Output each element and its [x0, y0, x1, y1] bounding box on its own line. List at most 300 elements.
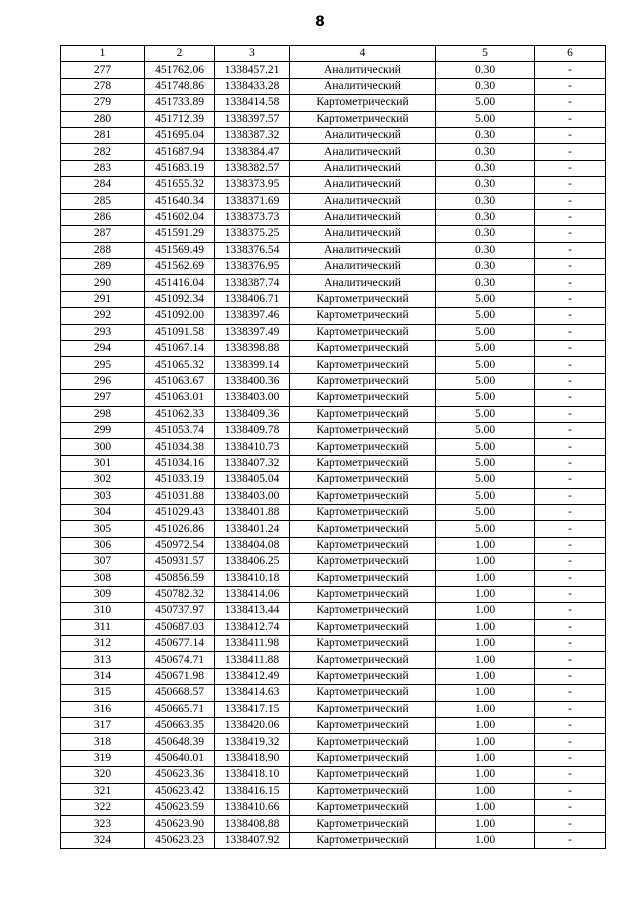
y-coordinate-cell: 1338401.24	[215, 521, 290, 537]
method-cell: Аналитический	[290, 160, 436, 176]
accuracy-cell: 1.00	[436, 767, 535, 783]
note-cell: -	[535, 767, 606, 783]
point-number-cell: 280	[61, 111, 145, 127]
table-row	[61, 718, 606, 734]
point-number-cell: 314	[61, 668, 145, 684]
x-coordinate-cell: 451640.34	[145, 193, 215, 209]
y-coordinate-cell: 1338418.90	[215, 750, 290, 766]
note-cell: -	[535, 308, 606, 324]
y-coordinate-cell: 1338410.18	[215, 570, 290, 586]
accuracy-cell: 1.00	[436, 783, 535, 799]
x-coordinate-cell: 450640.01	[145, 750, 215, 766]
y-coordinate-cell: 1338414.06	[215, 586, 290, 602]
x-coordinate-cell: 450623.59	[145, 799, 215, 815]
y-coordinate-cell: 1338405.04	[215, 472, 290, 488]
note-cell: -	[535, 111, 606, 127]
y-coordinate-cell: 1338417.15	[215, 701, 290, 717]
accuracy-cell: 5.00	[436, 406, 535, 422]
note-cell: -	[535, 406, 606, 422]
table-row	[61, 734, 606, 750]
method-cell: Аналитический	[290, 275, 436, 291]
point-number-cell: 318	[61, 734, 145, 750]
y-coordinate-cell: 1338373.95	[215, 177, 290, 193]
method-cell: Картометрический	[290, 619, 436, 635]
table-row	[61, 111, 606, 127]
table-row	[61, 488, 606, 504]
accuracy-cell: 1.00	[436, 685, 535, 701]
x-coordinate-cell: 451034.38	[145, 439, 215, 455]
point-number-cell: 305	[61, 521, 145, 537]
y-coordinate-cell: 1338412.49	[215, 668, 290, 684]
y-coordinate-cell: 1338420.06	[215, 718, 290, 734]
note-cell: -	[535, 685, 606, 701]
method-cell: Аналитический	[290, 62, 436, 78]
point-number-cell: 312	[61, 636, 145, 652]
x-coordinate-cell: 451591.29	[145, 226, 215, 242]
x-coordinate-cell: 451063.67	[145, 373, 215, 389]
note-cell: -	[535, 750, 606, 766]
y-coordinate-cell: 1338401.88	[215, 504, 290, 520]
accuracy-cell: 5.00	[436, 455, 535, 471]
point-number-cell: 311	[61, 619, 145, 635]
method-cell: Аналитический	[290, 193, 436, 209]
accuracy-cell: 1.00	[436, 586, 535, 602]
x-coordinate-cell: 450931.57	[145, 554, 215, 570]
y-coordinate-cell: 1338433.28	[215, 78, 290, 94]
table-row	[61, 226, 606, 242]
x-coordinate-cell: 451092.34	[145, 291, 215, 307]
method-cell: Картометрический	[290, 472, 436, 488]
point-number-cell: 320	[61, 767, 145, 783]
x-coordinate-cell: 451562.69	[145, 259, 215, 275]
accuracy-cell: 0.30	[436, 193, 535, 209]
x-coordinate-cell: 451067.14	[145, 341, 215, 357]
column-header: 1	[61, 46, 145, 62]
table-row	[61, 455, 606, 471]
y-coordinate-cell: 1338408.88	[215, 816, 290, 832]
table-row	[61, 390, 606, 406]
method-cell: Картометрический	[290, 439, 436, 455]
x-coordinate-cell: 451026.86	[145, 521, 215, 537]
accuracy-cell: 1.00	[436, 570, 535, 586]
method-cell: Картометрический	[290, 832, 436, 848]
x-coordinate-cell: 451762.06	[145, 62, 215, 78]
x-coordinate-cell: 451687.94	[145, 144, 215, 160]
y-coordinate-cell: 1338382.57	[215, 160, 290, 176]
method-cell: Картометрический	[290, 504, 436, 520]
x-coordinate-cell: 450623.42	[145, 783, 215, 799]
table-header-row	[61, 46, 606, 62]
method-cell: Картометрический	[290, 750, 436, 766]
x-coordinate-cell: 451091.58	[145, 324, 215, 340]
point-number-cell: 288	[61, 242, 145, 258]
x-coordinate-cell: 450648.39	[145, 734, 215, 750]
method-cell: Картометрический	[290, 390, 436, 406]
accuracy-cell: 5.00	[436, 488, 535, 504]
table-row	[61, 816, 606, 832]
y-coordinate-cell: 1338400.36	[215, 373, 290, 389]
method-cell: Аналитический	[290, 127, 436, 143]
table-row	[61, 177, 606, 193]
table-row	[61, 472, 606, 488]
note-cell: -	[535, 619, 606, 635]
note-cell: -	[535, 734, 606, 750]
table-row	[61, 554, 606, 570]
accuracy-cell: 5.00	[436, 308, 535, 324]
point-number-cell: 304	[61, 504, 145, 520]
accuracy-cell: 1.00	[436, 734, 535, 750]
y-coordinate-cell: 1338397.49	[215, 324, 290, 340]
table-row	[61, 209, 606, 225]
accuracy-cell: 5.00	[436, 341, 535, 357]
accuracy-cell: 1.00	[436, 816, 535, 832]
table-row	[61, 160, 606, 176]
method-cell: Картометрический	[290, 308, 436, 324]
accuracy-cell: 0.30	[436, 160, 535, 176]
point-number-cell: 316	[61, 701, 145, 717]
note-cell: -	[535, 242, 606, 258]
method-cell: Картометрический	[290, 636, 436, 652]
x-coordinate-cell: 450623.23	[145, 832, 215, 848]
x-coordinate-cell: 451683.19	[145, 160, 215, 176]
table-row	[61, 341, 606, 357]
accuracy-cell: 5.00	[436, 504, 535, 520]
note-cell: -	[535, 799, 606, 815]
y-coordinate-cell: 1338418.10	[215, 767, 290, 783]
x-coordinate-cell: 450674.71	[145, 652, 215, 668]
method-cell: Аналитический	[290, 209, 436, 225]
method-cell: Картометрический	[290, 324, 436, 340]
point-number-cell: 296	[61, 373, 145, 389]
x-coordinate-cell: 451065.32	[145, 357, 215, 373]
note-cell: -	[535, 504, 606, 520]
table-row	[61, 291, 606, 307]
method-cell: Картометрический	[290, 521, 436, 537]
point-number-cell: 289	[61, 259, 145, 275]
point-number-cell: 292	[61, 308, 145, 324]
y-coordinate-cell: 1338413.44	[215, 603, 290, 619]
accuracy-cell: 1.00	[436, 701, 535, 717]
x-coordinate-cell: 451416.04	[145, 275, 215, 291]
method-cell: Картометрический	[290, 799, 436, 815]
table-row	[61, 750, 606, 766]
method-cell: Картометрический	[290, 455, 436, 471]
point-number-cell: 298	[61, 406, 145, 422]
note-cell: -	[535, 636, 606, 652]
method-cell: Картометрический	[290, 701, 436, 717]
x-coordinate-cell: 450737.97	[145, 603, 215, 619]
method-cell: Картометрический	[290, 816, 436, 832]
accuracy-cell: 5.00	[436, 291, 535, 307]
accuracy-cell: 0.30	[436, 127, 535, 143]
x-coordinate-cell: 451063.01	[145, 390, 215, 406]
table-row	[61, 504, 606, 520]
point-number-cell: 286	[61, 209, 145, 225]
y-coordinate-cell: 1338404.08	[215, 537, 290, 553]
y-coordinate-cell: 1338414.58	[215, 95, 290, 111]
table-row	[61, 636, 606, 652]
table-row	[61, 95, 606, 111]
method-cell: Картометрический	[290, 488, 436, 504]
x-coordinate-cell: 451655.32	[145, 177, 215, 193]
x-coordinate-cell: 451695.04	[145, 127, 215, 143]
method-cell: Картометрический	[290, 734, 436, 750]
accuracy-cell: 1.00	[436, 750, 535, 766]
method-cell: Картометрический	[290, 652, 436, 668]
note-cell: -	[535, 701, 606, 717]
table-row	[61, 324, 606, 340]
table-row	[61, 652, 606, 668]
table-row	[61, 357, 606, 373]
table-row	[61, 308, 606, 324]
point-number-cell: 291	[61, 291, 145, 307]
y-coordinate-cell: 1338403.00	[215, 390, 290, 406]
point-number-cell: 302	[61, 472, 145, 488]
table-row	[61, 275, 606, 291]
accuracy-cell: 1.00	[436, 718, 535, 734]
point-number-cell: 308	[61, 570, 145, 586]
table-row	[61, 193, 606, 209]
table-row	[61, 406, 606, 422]
method-cell: Аналитический	[290, 259, 436, 275]
x-coordinate-cell: 450856.59	[145, 570, 215, 586]
accuracy-cell: 0.30	[436, 259, 535, 275]
point-number-cell: 294	[61, 341, 145, 357]
note-cell: -	[535, 439, 606, 455]
point-number-cell: 293	[61, 324, 145, 340]
method-cell: Аналитический	[290, 177, 436, 193]
x-coordinate-cell: 450668.57	[145, 685, 215, 701]
point-number-cell: 278	[61, 78, 145, 94]
y-coordinate-cell: 1338397.46	[215, 308, 290, 324]
note-cell: -	[535, 177, 606, 193]
table-row	[61, 767, 606, 783]
method-cell: Картометрический	[290, 783, 436, 799]
table-row	[61, 619, 606, 635]
note-cell: -	[535, 652, 606, 668]
table-row	[61, 799, 606, 815]
method-cell: Картометрический	[290, 668, 436, 684]
note-cell: -	[535, 668, 606, 684]
note-cell: -	[535, 226, 606, 242]
x-coordinate-cell: 450623.36	[145, 767, 215, 783]
table-row	[61, 586, 606, 602]
note-cell: -	[535, 537, 606, 553]
point-number-cell: 299	[61, 422, 145, 438]
note-cell: -	[535, 373, 606, 389]
y-coordinate-cell: 1338403.00	[215, 488, 290, 504]
method-cell: Картометрический	[290, 718, 436, 734]
note-cell: -	[535, 357, 606, 373]
x-coordinate-cell: 451602.04	[145, 209, 215, 225]
accuracy-cell: 5.00	[436, 390, 535, 406]
accuracy-cell: 1.00	[436, 832, 535, 848]
y-coordinate-cell: 1338397.57	[215, 111, 290, 127]
column-header: 4	[290, 46, 436, 62]
accuracy-cell: 0.30	[436, 78, 535, 94]
point-number-cell: 277	[61, 62, 145, 78]
y-coordinate-cell: 1338412.74	[215, 619, 290, 635]
x-coordinate-cell: 451062.33	[145, 406, 215, 422]
y-coordinate-cell: 1338371.69	[215, 193, 290, 209]
table-row	[61, 373, 606, 389]
y-coordinate-cell: 1338411.98	[215, 636, 290, 652]
x-coordinate-cell: 451748.86	[145, 78, 215, 94]
method-cell: Картометрический	[290, 603, 436, 619]
point-number-cell: 303	[61, 488, 145, 504]
note-cell: -	[535, 341, 606, 357]
x-coordinate-cell: 451029.43	[145, 504, 215, 520]
y-coordinate-cell: 1338410.73	[215, 439, 290, 455]
note-cell: -	[535, 472, 606, 488]
table-row	[61, 570, 606, 586]
note-cell: -	[535, 62, 606, 78]
point-number-cell: 297	[61, 390, 145, 406]
note-cell: -	[535, 783, 606, 799]
method-cell: Картометрический	[290, 95, 436, 111]
y-coordinate-cell: 1338406.71	[215, 291, 290, 307]
note-cell: -	[535, 95, 606, 111]
table-row	[61, 832, 606, 848]
accuracy-cell: 5.00	[436, 439, 535, 455]
coordinates-table	[60, 45, 606, 849]
accuracy-cell: 5.00	[436, 111, 535, 127]
method-cell: Картометрический	[290, 554, 436, 570]
note-cell: -	[535, 832, 606, 848]
method-cell: Картометрический	[290, 570, 436, 586]
point-number-cell: 284	[61, 177, 145, 193]
accuracy-cell: 1.00	[436, 537, 535, 553]
accuracy-cell: 0.30	[436, 226, 535, 242]
accuracy-cell: 5.00	[436, 324, 535, 340]
method-cell: Картометрический	[290, 111, 436, 127]
point-number-cell: 323	[61, 816, 145, 832]
point-number-cell: 290	[61, 275, 145, 291]
accuracy-cell: 0.30	[436, 144, 535, 160]
note-cell: -	[535, 275, 606, 291]
point-number-cell: 324	[61, 832, 145, 848]
y-coordinate-cell: 1338407.92	[215, 832, 290, 848]
note-cell: -	[535, 718, 606, 734]
accuracy-cell: 5.00	[436, 422, 535, 438]
table-row	[61, 242, 606, 258]
point-number-cell: 295	[61, 357, 145, 373]
note-cell: -	[535, 816, 606, 832]
y-coordinate-cell: 1338387.74	[215, 275, 290, 291]
method-cell: Картометрический	[290, 406, 436, 422]
accuracy-cell: 1.00	[436, 652, 535, 668]
x-coordinate-cell: 451092.00	[145, 308, 215, 324]
accuracy-cell: 5.00	[436, 373, 535, 389]
table-row	[61, 668, 606, 684]
point-number-cell: 313	[61, 652, 145, 668]
table-row	[61, 127, 606, 143]
y-coordinate-cell: 1338387.32	[215, 127, 290, 143]
method-cell: Картометрический	[290, 685, 436, 701]
x-coordinate-cell: 451053.74	[145, 422, 215, 438]
note-cell: -	[535, 455, 606, 471]
point-number-cell: 285	[61, 193, 145, 209]
y-coordinate-cell: 1338384.47	[215, 144, 290, 160]
table-row	[61, 521, 606, 537]
table-row	[61, 259, 606, 275]
y-coordinate-cell: 1338409.36	[215, 406, 290, 422]
method-cell: Картометрический	[290, 373, 436, 389]
note-cell: -	[535, 324, 606, 340]
method-cell: Картометрический	[290, 291, 436, 307]
note-cell: -	[535, 586, 606, 602]
y-coordinate-cell: 1338416.15	[215, 783, 290, 799]
column-header: 2	[145, 46, 215, 62]
accuracy-cell: 0.30	[436, 242, 535, 258]
point-number-cell: 315	[61, 685, 145, 701]
note-cell: -	[535, 390, 606, 406]
table-row	[61, 62, 606, 78]
point-number-cell: 317	[61, 718, 145, 734]
point-number-cell: 321	[61, 783, 145, 799]
y-coordinate-cell: 1338406.25	[215, 554, 290, 570]
y-coordinate-cell: 1338409.78	[215, 422, 290, 438]
column-header: 3	[215, 46, 290, 62]
x-coordinate-cell: 450623.90	[145, 816, 215, 832]
y-coordinate-cell: 1338376.54	[215, 242, 290, 258]
y-coordinate-cell: 1338411.88	[215, 652, 290, 668]
table-row	[61, 783, 606, 799]
x-coordinate-cell: 450665.71	[145, 701, 215, 717]
accuracy-cell: 5.00	[436, 521, 535, 537]
accuracy-cell: 5.00	[436, 472, 535, 488]
point-number-cell: 282	[61, 144, 145, 160]
note-cell: -	[535, 259, 606, 275]
table-row	[61, 78, 606, 94]
y-coordinate-cell: 1338457.21	[215, 62, 290, 78]
table-row	[61, 537, 606, 553]
note-cell: -	[535, 78, 606, 94]
point-number-cell: 307	[61, 554, 145, 570]
table-row	[61, 603, 606, 619]
point-number-cell: 322	[61, 799, 145, 815]
x-coordinate-cell: 450663.35	[145, 718, 215, 734]
y-coordinate-cell: 1338375.25	[215, 226, 290, 242]
point-number-cell: 306	[61, 537, 145, 553]
accuracy-cell: 1.00	[436, 619, 535, 635]
y-coordinate-cell: 1338407.32	[215, 455, 290, 471]
x-coordinate-cell: 451033.19	[145, 472, 215, 488]
x-coordinate-cell: 451031.88	[145, 488, 215, 504]
x-coordinate-cell: 450671.98	[145, 668, 215, 684]
y-coordinate-cell: 1338376.95	[215, 259, 290, 275]
point-number-cell: 301	[61, 455, 145, 471]
accuracy-cell: 1.00	[436, 799, 535, 815]
note-cell: -	[535, 488, 606, 504]
accuracy-cell: 0.30	[436, 209, 535, 225]
method-cell: Картометрический	[290, 586, 436, 602]
method-cell: Картометрический	[290, 341, 436, 357]
method-cell: Картометрический	[290, 537, 436, 553]
column-header: 5	[436, 46, 535, 62]
accuracy-cell: 5.00	[436, 357, 535, 373]
note-cell: -	[535, 521, 606, 537]
method-cell: Аналитический	[290, 144, 436, 160]
y-coordinate-cell: 1338414.63	[215, 685, 290, 701]
note-cell: -	[535, 193, 606, 209]
y-coordinate-cell: 1338373.73	[215, 209, 290, 225]
note-cell: -	[535, 160, 606, 176]
note-cell: -	[535, 603, 606, 619]
y-coordinate-cell: 1338419.32	[215, 734, 290, 750]
note-cell: -	[535, 127, 606, 143]
x-coordinate-cell: 451569.49	[145, 242, 215, 258]
